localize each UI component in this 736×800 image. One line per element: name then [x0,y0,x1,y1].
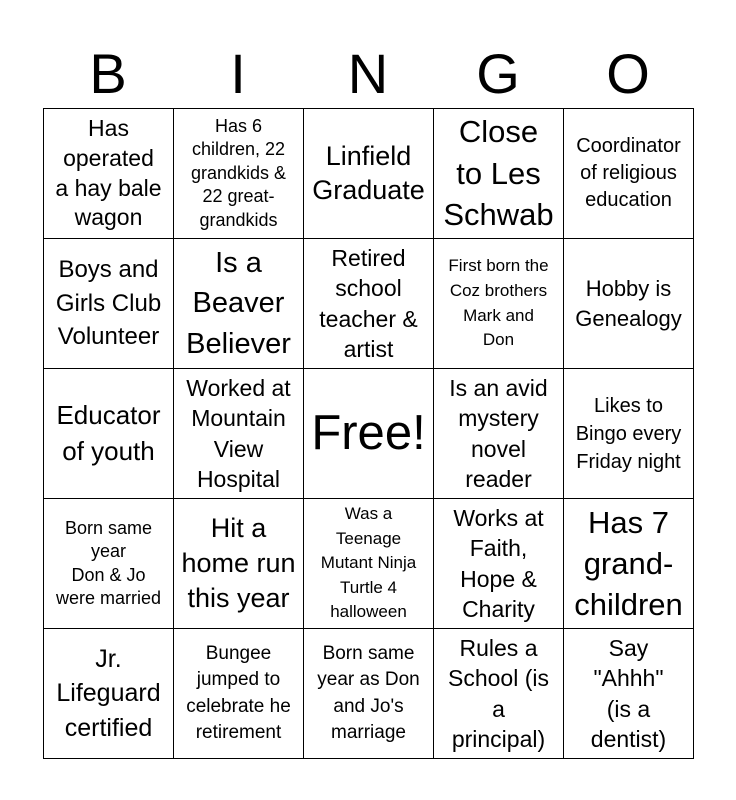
bingo-cell-o-2[interactable] [564,239,694,369]
board-row [44,239,694,369]
bingo-cell-text: Has operated a hay bale wagon [55,114,162,231]
bingo-cell-text: Worked at Mountain View Hospital [186,374,291,492]
bingo-cell-text: Likes to Bingo every Friday night [575,394,682,473]
header-letter-b: B [89,42,127,105]
bingo-cell-b-1[interactable] [44,109,174,239]
bingo-cell-text: Is a Beaver Believer [186,247,291,360]
bingo-cell-n-1[interactable] [304,109,434,239]
board-row [44,629,694,759]
bingo-cell-text: Hit a home run this year [181,512,296,614]
bingo-cell-text: Educator of youth [56,399,161,466]
bingo-cell-n-4[interactable] [304,499,434,629]
bingo-cell-text: First born the Coz brothers Mark and Don [448,256,549,350]
bingo-cell-text: Hobby is Genealogy [575,275,682,331]
header-letter-o: O [606,42,650,105]
bingo-cell-b-5[interactable] [44,629,174,759]
board-row [44,109,694,239]
bingo-cell-text: Works at Faith, Hope & Charity [453,504,544,622]
bingo-cell-text: Has 6 children, 22 grandkids & 22 great- grandkids [190,116,287,230]
header-letter-i: I [230,42,246,105]
bingo-header [43,42,693,106]
bingo-cell-i-3[interactable] [174,369,304,499]
bingo-cell-n-5[interactable] [304,629,434,759]
bingo-cell-text: Boys and Girls Club Volunteer [55,256,162,351]
bingo-cell-b-3[interactable] [44,369,174,499]
bingo-cell-i-4[interactable] [174,499,304,629]
bingo-cell-g-4[interactable] [434,499,564,629]
bingo-cell-i-2[interactable] [174,239,304,369]
bingo-cell-g-1[interactable] [434,109,564,239]
bingo-cell-o-1[interactable] [564,109,694,239]
bingo-cell-text: Has 7 grand- children [574,504,683,623]
bingo-cell-text: Coordinator of religious education [576,135,681,211]
bingo-cell-n-3[interactable] [304,369,434,499]
bingo-cell-text: Is an avid mystery novel reader [449,374,548,492]
bingo-cell-text: Jr. Lifeguard certified [56,644,161,742]
bingo-cell-b-2[interactable] [44,239,174,369]
bingo-cell-b-4[interactable] [44,499,174,629]
bingo-cell-text: Bungee jumped to celebrate he retirement [186,643,291,743]
bingo-cell-o-5[interactable] [564,629,694,759]
bingo-cell-text: Born same year Don & Jo were married [55,517,162,608]
bingo-cell-text: Rules a School (is a principal) [448,634,549,752]
bingo-cell-o-3[interactable] [564,369,694,499]
header-letter-g: G [476,42,520,105]
bingo-cell-o-4[interactable] [564,499,694,629]
bingo-cell-g-5[interactable] [434,629,564,759]
bingo-cell-text: Linfield Graduate [312,140,425,205]
bingo-cell-text: Close to Les Schwab [443,113,554,233]
header-letter-n: N [347,42,389,105]
bingo-cell-i-5[interactable] [174,629,304,759]
board-row [44,369,694,499]
bingo-cell-text: Say "Ahhh" (is a dentist) [590,634,667,752]
bingo-cell-n-2[interactable] [304,239,434,369]
bingo-cell-text: Was a Teenage Mutant Ninja Turtle 4 halloween [320,503,417,622]
bingo-cell-text: Retired school teacher & artist [319,244,418,362]
bingo-cell-i-1[interactable] [174,109,304,239]
bingo-cell-text: Born same year as Don and Jo's marriage [317,643,420,743]
bingo-cell-g-2[interactable] [434,239,564,369]
bingo-cell-text: Free! [311,406,426,461]
bingo-board [43,108,694,759]
board-row [44,499,694,629]
bingo-cell-g-3[interactable] [434,369,564,499]
